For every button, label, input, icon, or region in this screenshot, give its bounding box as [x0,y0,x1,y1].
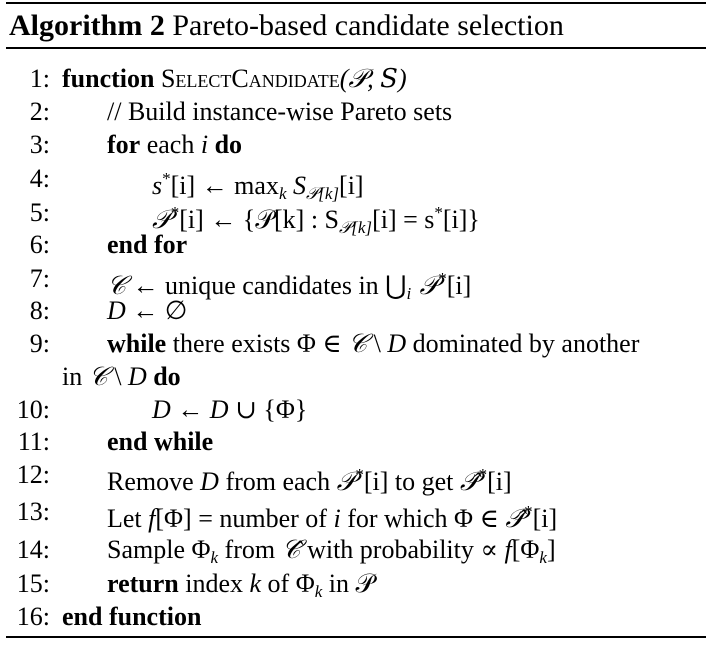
line-number: 1: [29,64,50,93]
line-number: 9: [29,329,50,358]
keyword: function [62,64,155,93]
line-number: 15: [16,569,50,598]
line-number: 2: [29,97,50,126]
comment: // Build instance-wise Pareto sets [107,97,453,126]
algorithm-title: Pareto-based candidate selection [172,9,564,42]
line-number: 5: [29,198,50,227]
line-number: 11: [17,427,50,456]
algorithm-label: Algorithm 2 [9,9,165,42]
line-number: 16: [16,602,50,631]
line-number: 4: [29,164,50,193]
line-number: 13: [16,497,50,526]
line-number: 14: [16,535,50,564]
function-name: SelectCandidate [160,64,340,93]
line-number: 8: [29,296,50,325]
bottom-rule [6,636,706,638]
line-number: 7: [29,264,50,293]
line-number: 12: [16,460,50,489]
caption-rule [6,47,706,49]
top-rule [6,2,706,4]
line-number: 10: [16,395,50,424]
line-number: 6: [29,230,50,259]
algorithm-caption [9,6,564,46]
line-number: 3: [29,130,50,159]
